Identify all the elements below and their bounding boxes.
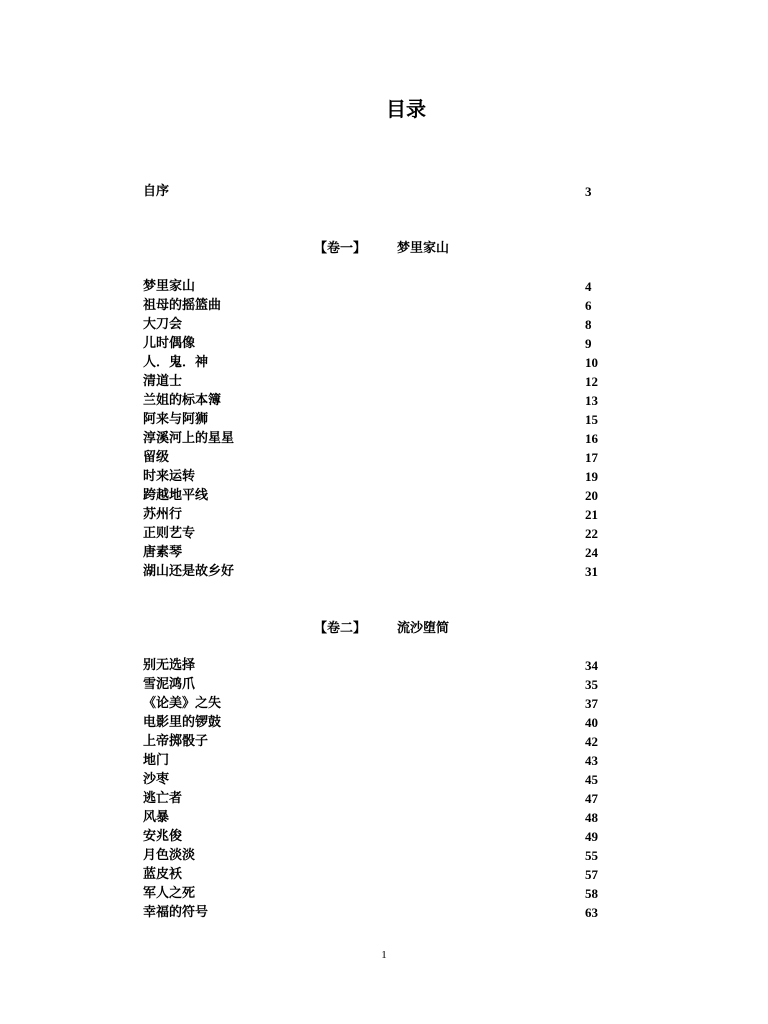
toc-entry-page: 58 (585, 886, 598, 901)
toc-entry-page: 3 (585, 184, 592, 199)
toc-entry-page: 24 (585, 545, 598, 560)
toc-entry-title: 大刀会 (143, 317, 183, 332)
toc-entry-title: 苏州行 (143, 507, 183, 522)
toc-entry-title: 留级 (143, 450, 170, 465)
toc-entry[interactable] (143, 372, 598, 391)
toc-entry-title: 月色淡淡 (143, 848, 196, 863)
page-title: 目录 (386, 97, 426, 121)
toc-entry-title: 风暴 (143, 810, 170, 825)
toc-entry[interactable] (143, 694, 598, 713)
toc-entry[interactable] (143, 277, 595, 296)
toc-entry-title: 逃亡者 (143, 791, 183, 806)
toc-entry-page: 12 (585, 374, 598, 389)
toc-entry-page: 45 (585, 772, 598, 787)
toc-entry[interactable] (143, 486, 598, 505)
toc-entry-title: 安兆俊 (143, 829, 183, 844)
toc-entry-page: 4 (585, 279, 592, 294)
toc-entry-title: 淳溪河上的星星 (143, 431, 235, 446)
toc-entry-page: 35 (585, 677, 598, 692)
toc-entry[interactable] (143, 827, 598, 846)
toc-entry[interactable] (143, 410, 598, 429)
volume-name: 流沙堕简 (397, 621, 450, 636)
toc-entry[interactable] (143, 391, 598, 410)
volume-heading (0, 239, 768, 259)
toc-entry[interactable] (143, 732, 598, 751)
toc-entry[interactable] (143, 751, 598, 770)
volume-name: 梦里家山 (397, 241, 450, 256)
toc-entry[interactable] (143, 296, 595, 315)
toc-entry-page: 15 (585, 412, 598, 427)
toc-entry-page: 19 (585, 469, 598, 484)
toc-entry-page: 22 (585, 526, 598, 541)
toc-entry[interactable] (143, 524, 598, 543)
toc-entry[interactable] (143, 884, 598, 903)
toc-entry-page: 20 (585, 488, 598, 503)
toc-entry-page: 49 (585, 829, 598, 844)
toc-entry-page: 47 (585, 791, 598, 806)
toc-entry-title: 军人之死 (143, 886, 196, 901)
toc-entry-page: 55 (585, 848, 598, 863)
toc-entry-title: 唐素琴 (143, 545, 183, 560)
toc-entry[interactable] (143, 713, 598, 732)
toc-entry[interactable] (143, 846, 598, 865)
toc-entry-page: 10 (585, 355, 598, 370)
toc-entry[interactable] (143, 562, 598, 581)
toc-entry-title: 地门 (143, 753, 170, 768)
toc-entry-title: 幸福的符号 (143, 905, 209, 920)
toc-entry-page: 42 (585, 734, 598, 749)
toc-entry-title: 沙枣 (143, 772, 170, 787)
toc-entry-page: 16 (585, 431, 598, 446)
toc-entry[interactable] (143, 789, 598, 808)
page-number: 1 (381, 949, 387, 961)
toc-entry-title: 别无选择 (143, 658, 196, 673)
toc-entry[interactable] (143, 808, 598, 827)
toc-entry-title: 梦里家山 (143, 279, 196, 294)
toc-entry-page: 48 (585, 810, 598, 825)
toc-entry[interactable] (143, 429, 598, 448)
toc-entry-page: 57 (585, 867, 598, 882)
toc-entry-title: 电影里的锣鼓 (143, 715, 222, 730)
toc-entry-title: 上帝掷骰子 (143, 734, 209, 749)
toc-entry[interactable] (143, 543, 598, 562)
toc-entry-page: 63 (585, 905, 598, 920)
toc-entry-title: 人．鬼．神 (143, 355, 209, 370)
toc-entry-title: 跨越地平线 (143, 488, 209, 503)
toc-entry[interactable] (143, 675, 598, 694)
toc-entry[interactable] (143, 865, 598, 884)
toc-entry-title: 蓝皮袄 (143, 867, 183, 882)
volume-label: 【卷二】 (314, 621, 367, 636)
toc-entry-title: 自序 (143, 184, 170, 199)
toc-entry-title: 儿时偶像 (143, 336, 196, 351)
toc-entry-page: 40 (585, 715, 598, 730)
toc-entry-page: 21 (585, 507, 598, 522)
toc-entry[interactable] (143, 353, 598, 372)
toc-entry[interactable] (143, 656, 598, 675)
toc-entry-page: 37 (585, 696, 598, 711)
toc-entry-title: 湖山还是故乡好 (143, 564, 235, 579)
toc-entry[interactable] (143, 903, 598, 922)
toc-entry-preface[interactable] (143, 182, 595, 201)
toc-entry[interactable] (143, 448, 598, 467)
toc-entry-page: 6 (585, 298, 592, 313)
toc-entry-title: 正则艺专 (143, 526, 196, 541)
toc-entry[interactable] (143, 505, 598, 524)
toc-entry-title: 阿来与阿狮 (143, 412, 209, 427)
toc-entry[interactable] (143, 770, 598, 789)
toc-entry[interactable] (143, 467, 598, 486)
toc-entry-page: 17 (585, 450, 598, 465)
toc-entry-title: 兰姐的标本簿 (143, 393, 222, 408)
toc-entry-title: 时来运转 (143, 469, 196, 484)
toc-entry-page: 9 (585, 336, 592, 351)
toc-entry-title: 清道士 (143, 374, 183, 389)
toc-entry-page: 8 (585, 317, 592, 332)
toc-entry-page: 43 (585, 753, 598, 768)
toc-entry-page: 13 (585, 393, 598, 408)
volume-label: 【卷一】 (314, 241, 367, 256)
toc-entry-title: 祖母的摇篮曲 (143, 298, 222, 313)
toc-entry[interactable] (143, 315, 595, 334)
volume-heading (0, 619, 768, 639)
toc-entry-title: 《论美》之失 (143, 696, 222, 711)
toc-entry-page: 34 (585, 658, 598, 673)
toc-entry-title: 雪泥鸿爪 (143, 677, 196, 692)
toc-entry[interactable] (143, 334, 595, 353)
toc-entry-page: 31 (585, 564, 598, 579)
